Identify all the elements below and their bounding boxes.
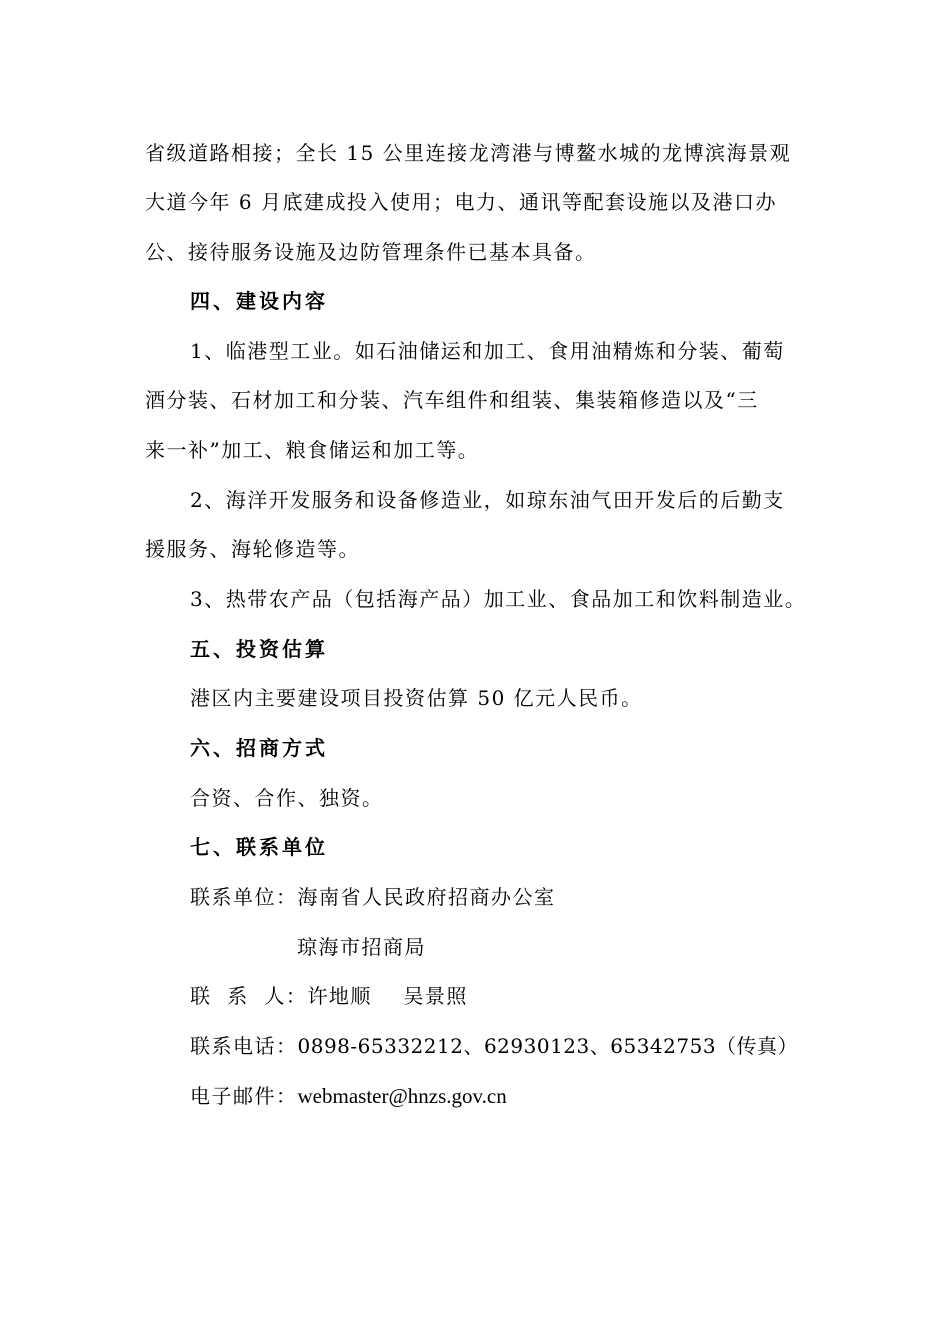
paragraph-line: 港区内主要建设项目投资估算 50 亿元人民币。 — [190, 686, 643, 710]
list-item-line: 酒分装、石材加工和分装、汽车组件和组装、集装箱修造以及“三 — [145, 388, 759, 412]
list-item-line: 1、临港型工业。如石油储运和加工、食用油精炼和分装、葡萄 — [190, 339, 785, 363]
list-item-line: 2、海洋开发服务和设备修造业，如琼东油气田开发后的后勤支 — [190, 488, 785, 512]
contact-email-value[interactable]: webmaster@hnzs.gov.cn — [297, 1084, 507, 1108]
section-heading: 四、建设内容 — [190, 289, 328, 313]
contact-unit-row — [190, 877, 556, 917]
paragraph-line: 公、接待服务设施及边防管理条件已基本具备。 — [145, 240, 597, 264]
contact-person-row — [190, 976, 468, 1016]
contact-unit-value: 海南省人民政府招商办公室 — [297, 885, 556, 909]
contact-email-row — [190, 1076, 507, 1116]
section-heading: 五、投资估算 — [190, 637, 328, 661]
list-item-line: 来一补”加工、粮食储运和加工等。 — [145, 438, 480, 462]
paragraph-line: 大道今年 6 月底建成投入使用；电力、通讯等配套设施以及港口办 — [145, 190, 777, 214]
section-heading: 七、联系单位 — [190, 835, 328, 859]
contact-unit-value-secondary: 琼海市招商局 — [297, 935, 426, 959]
contact-email-label: 电子邮件： — [190, 1084, 298, 1108]
contact-person-label: 联 系 人： — [190, 984, 308, 1008]
section-heading: 六、招商方式 — [190, 736, 328, 760]
paragraph-line: 合资、合作、独资。 — [190, 786, 384, 810]
contact-phone-value: 0898-65332212、62930123、65342753（传真） — [297, 1034, 799, 1058]
list-item-line: 3、热带农产品（包括海产品）加工业、食品加工和饮料制造业。 — [190, 587, 807, 611]
list-item-line: 援服务、海轮修造等。 — [145, 537, 360, 561]
paragraph-line: 省级道路相接；全长 15 公里连接龙湾港与博鳌水城的龙博滨海景观 — [145, 141, 792, 165]
contact-person-value: 许地顺 吴景照 — [307, 984, 468, 1008]
contact-phone-label: 联系电话： — [190, 1034, 298, 1058]
contact-phone-row — [190, 1026, 798, 1066]
contact-unit-label: 联系单位： — [190, 885, 298, 909]
